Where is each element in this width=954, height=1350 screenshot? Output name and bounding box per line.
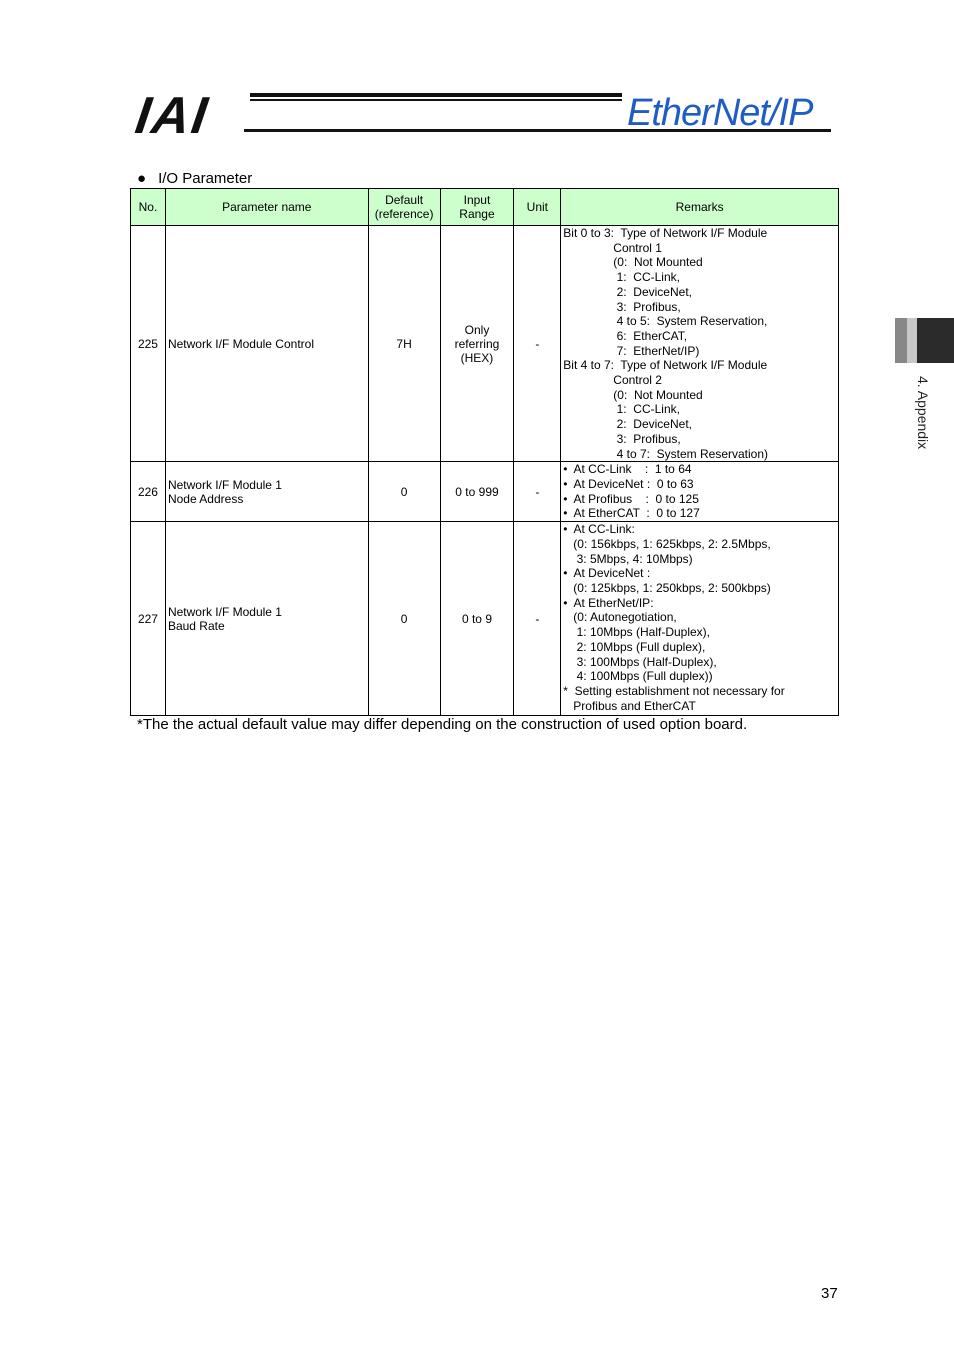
remarks-line: 7: EtherNet/IP) [563, 343, 700, 358]
default-value: 7H [368, 226, 440, 462]
remarks-line: (0: 156kbps, 1: 625kbps, 2: 2.5Mbps, [563, 536, 771, 551]
remarks-line: • At Profibus : 0 to 125 [563, 491, 699, 506]
remarks-line: • At EtherNet/IP: [563, 595, 654, 610]
param-name-line: Node Address [167, 491, 244, 506]
param-number: 226 [131, 462, 166, 522]
side-tab-marker [895, 318, 954, 363]
remarks-line: * Setting establishment not necessary for [563, 683, 785, 698]
remarks-line: Profibus and EtherCAT [563, 698, 696, 713]
input-range-line: referring [454, 336, 500, 351]
column-header: Parameter name [165, 189, 368, 226]
remarks-line: 4: 100Mbps (Full duplex)) [563, 669, 713, 684]
param-name [165, 226, 368, 462]
remarks-line: 1: 10Mbps (Half-Duplex), [563, 625, 710, 640]
iai-logo: IAI [131, 87, 213, 145]
footnote: *The the actual default value may differ depending on the construction of used option board. [137, 716, 748, 733]
remarks-line: 3: 100Mbps (Half-Duplex), [563, 654, 717, 669]
remarks-line: • At EtherCAT : 0 to 127 [563, 506, 700, 521]
remarks-line: Control 1 [563, 240, 662, 255]
input-range-line: Only [464, 322, 490, 337]
column-header: No. [131, 189, 166, 226]
input-range-line: (HEX) [460, 350, 494, 365]
remarks [561, 462, 839, 522]
remarks-line: Bit 0 to 3: Type of Network I/F Module [563, 226, 768, 240]
param-name-line: Network I/F Module 1 [167, 477, 282, 492]
remarks-line: (0: Not Mounted [563, 255, 703, 270]
column-header: Unit [514, 189, 561, 226]
input-range [440, 522, 514, 716]
side-tab-label: 4. Appendix [915, 376, 931, 450]
remarks-line: • At CC-Link: [563, 522, 635, 537]
default-value: 0 [368, 522, 440, 716]
param-name-line: Network I/F Module 1 [167, 604, 282, 619]
remarks-line: 3: Profibus, [563, 299, 681, 314]
unit: - [514, 462, 561, 522]
input-range [440, 226, 514, 462]
table-row [131, 522, 839, 716]
table-row [131, 462, 839, 522]
remarks-line: 3: Profibus, [563, 431, 681, 446]
param-number: 227 [131, 522, 166, 716]
remarks-line: (0: Not Mounted [563, 387, 703, 402]
column-header: Default (reference) [368, 189, 440, 226]
remarks-line: 1: CC-Link, [563, 402, 680, 417]
remarks-line: Control 2 [563, 373, 662, 388]
header-rule [250, 99, 622, 101]
default-value: 0 [368, 462, 440, 522]
remarks-line: • At CC-Link : 1 to 64 [563, 462, 692, 477]
param-number: 225 [131, 226, 166, 462]
remarks-line: • At DeviceNet : 0 to 63 [563, 476, 694, 491]
remarks-line: 6: EtherCAT, [563, 328, 688, 343]
remarks-line: 3: 5Mbps, 4: 10Mbps) [563, 551, 693, 566]
section-title: I/O Parameter [158, 170, 253, 187]
column-header: Input Range [440, 189, 514, 226]
remarks-line: Bit 4 to 7: Type of Network I/F Module [563, 358, 768, 373]
remarks-line: • At DeviceNet : [563, 566, 651, 581]
remarks-line: 1: CC-Link, [563, 270, 680, 285]
param-name-line: Baud Rate [167, 618, 225, 633]
remarks-line: 2: 10Mbps (Full duplex), [563, 639, 706, 654]
param-name-line: Network I/F Module Control [167, 336, 314, 351]
remarks-line: (0: Autonegotiation, [563, 610, 677, 625]
unit: - [514, 226, 561, 462]
page-number: 37 [821, 1285, 838, 1302]
io-parameter-table [130, 188, 839, 716]
remarks-line: 2: DeviceNet, [563, 417, 692, 432]
input-range [440, 462, 514, 522]
unit: - [514, 522, 561, 716]
remarks-line: 2: DeviceNet, [563, 284, 692, 299]
remarks [561, 522, 839, 716]
section-heading [137, 170, 252, 187]
brand-title: EtherNet/IP [627, 92, 813, 134]
bullet-icon: ● [137, 170, 147, 187]
input-range-line: 0 to 999 [455, 484, 499, 499]
remarks-line: 4 to 7: System Reservation) [563, 446, 769, 461]
param-name [165, 522, 368, 716]
remarks [561, 226, 839, 462]
column-header: Remarks [561, 189, 839, 226]
header-rule [250, 93, 622, 97]
param-name [165, 462, 368, 522]
input-range-line: 0 to 9 [461, 611, 492, 626]
table-row [131, 226, 839, 462]
remarks-line: 4 to 5: System Reservation, [563, 314, 768, 329]
remarks-line: (0: 125kbps, 1: 250kbps, 2: 500kbps) [563, 581, 771, 596]
